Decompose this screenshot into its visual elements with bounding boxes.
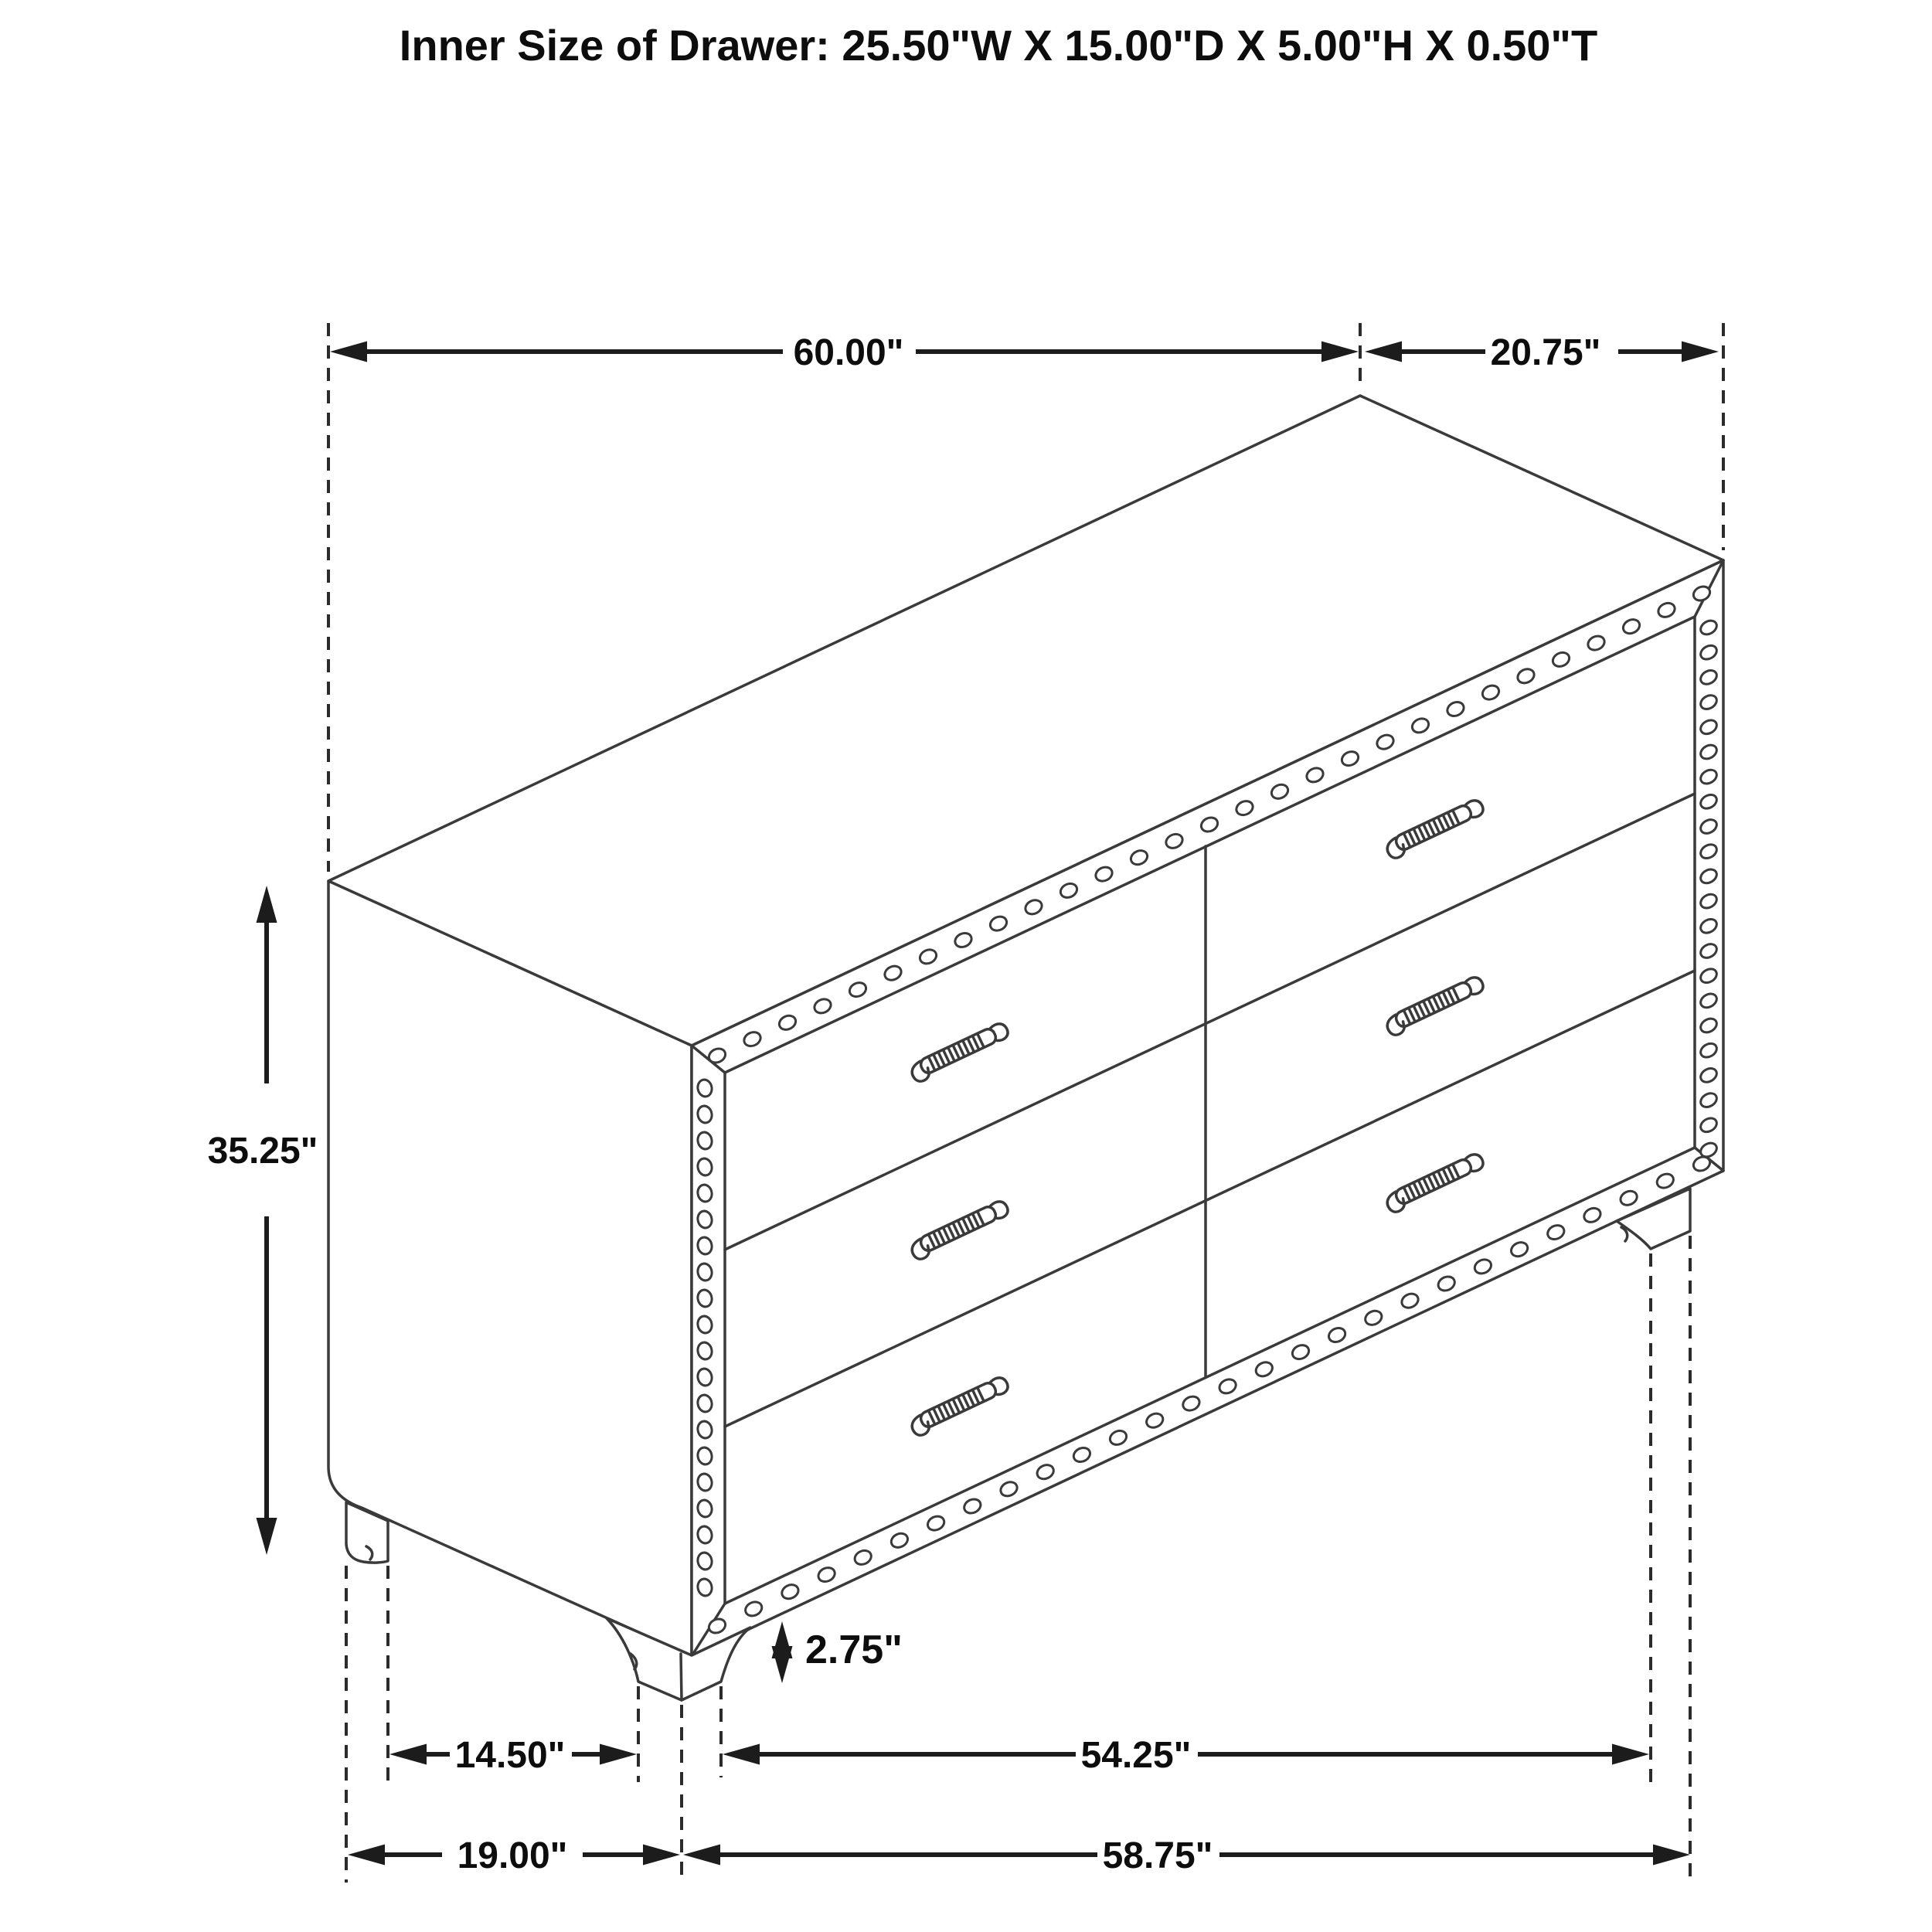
dim-label-base-depth: 19.00" — [457, 1835, 568, 1876]
arrowhead-right-icon — [1682, 342, 1719, 362]
arrowhead-right-icon — [643, 1845, 680, 1866]
dimension-base-depth — [348, 1835, 680, 1876]
arrowhead-down-icon — [772, 1646, 793, 1683]
foot-corner-edge — [681, 1654, 682, 1700]
dimension-front-feet-spacing — [723, 1735, 1649, 1776]
arrowhead-left-icon — [348, 1845, 385, 1866]
arrowhead-left-icon — [389, 1744, 427, 1765]
dim-label-top-width: 60.00" — [793, 332, 904, 373]
dim-label-front-feet-spacing: 54.25" — [1080, 1735, 1192, 1776]
page-title: Inner Size of Drawer: 25.50"W X 15.00"D X 5.00"H X 0.50"T — [399, 21, 1598, 70]
dresser-drawing — [328, 396, 1723, 1700]
arrowhead-left-icon — [330, 342, 367, 362]
dim-label-base-width: 58.75" — [1102, 1835, 1213, 1876]
dimension-foot-clearance — [772, 1621, 903, 1683]
arrowhead-up-icon — [257, 886, 277, 923]
dimension-height — [208, 886, 318, 1555]
dim-label-top-depth: 20.75" — [1490, 332, 1601, 373]
dim-label-side-feet-spacing: 14.50" — [454, 1735, 566, 1776]
arrowhead-right-icon — [1321, 342, 1359, 362]
arrowhead-down-icon — [257, 1518, 277, 1555]
arrowhead-right-icon — [1612, 1744, 1649, 1765]
arrowhead-left-icon — [683, 1845, 720, 1866]
dim-label-height: 35.25" — [207, 1131, 318, 1172]
dimension-side-feet-spacing — [389, 1735, 637, 1776]
arrowhead-left-icon — [1365, 342, 1402, 362]
arrowhead-right-icon — [600, 1744, 637, 1765]
dim-label-foot-clearance: 2.75" — [805, 1628, 903, 1672]
arrowhead-left-icon — [723, 1744, 760, 1765]
dimension-base-width — [683, 1835, 1690, 1876]
arrowhead-right-icon — [1653, 1845, 1690, 1866]
